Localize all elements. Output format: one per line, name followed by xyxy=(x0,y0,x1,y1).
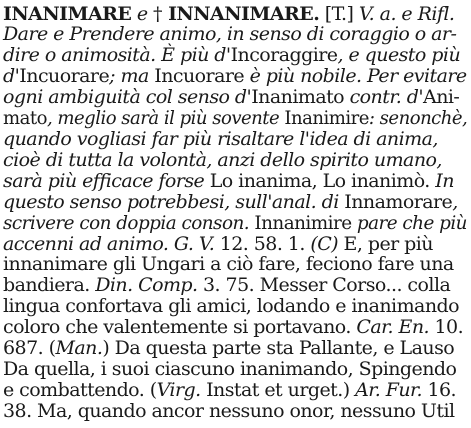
italic-text: , meglio sarà il più sovente xyxy=(46,106,285,129)
roman-text: Da quella, i suoi ciascuno inanimando, Spingendo xyxy=(3,358,457,381)
roman-text: Incoraggire xyxy=(230,43,338,66)
italic-text: (C) xyxy=(310,232,339,255)
text-line xyxy=(3,24,456,44)
italic-text: sarà più efficace forse xyxy=(3,169,210,192)
text-line xyxy=(3,129,438,149)
italic-text: accenni ad animo. G. V. xyxy=(3,232,220,255)
italic-text: In xyxy=(429,169,454,192)
italic-text: Ar. Fur. xyxy=(355,379,422,402)
italic-text: è più nobile. Per evitare xyxy=(244,64,467,87)
text-line xyxy=(3,234,433,254)
headword: INANIMARE xyxy=(3,3,132,25)
italic-text: Dare e Prendere animo, in senso di coraggio o ar- xyxy=(3,23,457,45)
italic-text: : senonchè, xyxy=(368,106,468,129)
italic-text: ogni ambiguità col senso d' xyxy=(3,85,252,108)
text-line xyxy=(3,254,454,274)
roman-text: Inanimato xyxy=(251,85,345,108)
roman-text: lingua confortava gli amici, lodando e inanimando xyxy=(3,295,460,318)
roman-text: 16. xyxy=(421,379,457,402)
text-line xyxy=(3,192,458,212)
italic-text: dire o animosità. È più d' xyxy=(3,43,231,66)
roman-text: 10. xyxy=(429,316,464,339)
italic-text: quando vogliasi far più risaltare l'idea di anima, xyxy=(3,127,438,150)
text-line xyxy=(3,213,467,233)
italic-text: d' xyxy=(3,64,20,87)
roman-text: E, per più xyxy=(338,232,433,255)
headword-conjunction: e xyxy=(131,3,154,25)
roman-text: Incuorare xyxy=(154,64,245,87)
italic-text: questo senso potrebbesi, sull'anal. di xyxy=(3,190,345,213)
roman-text: coloro che valentemente si portavano. xyxy=(3,316,357,339)
text-line xyxy=(3,359,456,379)
roman-text: Lo inanima, Lo inanimò. xyxy=(209,169,430,192)
text-line xyxy=(3,45,460,65)
italic-text: Car. En. xyxy=(356,316,430,339)
italic-text: Din. Comp. xyxy=(95,274,198,297)
text-line xyxy=(3,87,459,107)
text-line xyxy=(3,171,454,191)
text-line xyxy=(3,380,456,400)
roman-text: Inanimire xyxy=(284,106,369,129)
text-line xyxy=(3,338,454,358)
italic-text: Man. xyxy=(55,337,103,360)
entry-heading-line xyxy=(3,4,454,24)
text-line xyxy=(3,275,450,295)
text-line xyxy=(3,296,459,316)
roman-text: Innanimire xyxy=(254,211,352,234)
roman-text: 687. ( xyxy=(3,337,56,360)
source-tag: [T.] xyxy=(319,3,354,25)
text-line xyxy=(3,317,463,337)
italic-text: contr. d' xyxy=(344,85,424,108)
roman-text: 38. Ma, quando ancor nessuno onor, nessuno Util xyxy=(3,400,455,423)
italic-text: Virg. xyxy=(156,379,201,402)
roman-text: bandiera. xyxy=(3,274,96,297)
roman-text: 3. 75. Messer Corso... colla xyxy=(197,274,451,297)
roman-text: mato xyxy=(3,106,47,129)
text-line xyxy=(3,108,467,128)
italic-text: ; ma xyxy=(109,64,155,87)
italic-text: pare che più xyxy=(351,211,467,234)
roman-text: Instat et urget.) xyxy=(200,379,356,402)
headword-variant: INNANIMARE. xyxy=(162,3,320,25)
italic-text: , e questo più xyxy=(337,43,461,66)
roman-text: Innamorare xyxy=(344,190,453,213)
text-line xyxy=(3,401,455,421)
text-line xyxy=(3,150,442,170)
text-line xyxy=(3,66,467,86)
italic-text: cioè di tutta la volontà, anzi dello spirito umano, xyxy=(3,148,442,171)
roman-text: 12. 58. 1. xyxy=(219,232,311,255)
roman-text: Incuorare xyxy=(19,64,110,87)
italic-text: scrivere con doppia conson. xyxy=(3,211,255,234)
dagger-mark: † xyxy=(153,3,162,25)
italic-text: , xyxy=(452,190,458,213)
roman-text: innanimare gli Ungari a ciò fare, feciono fare una xyxy=(3,253,454,276)
roman-text: e combattendo. ( xyxy=(3,379,157,402)
roman-text: ) Da questa parte sta Pallante, e Lauso xyxy=(102,337,455,360)
grammar-label: V. a. e Rifl. xyxy=(353,3,455,25)
roman-text: Ani- xyxy=(423,85,460,108)
